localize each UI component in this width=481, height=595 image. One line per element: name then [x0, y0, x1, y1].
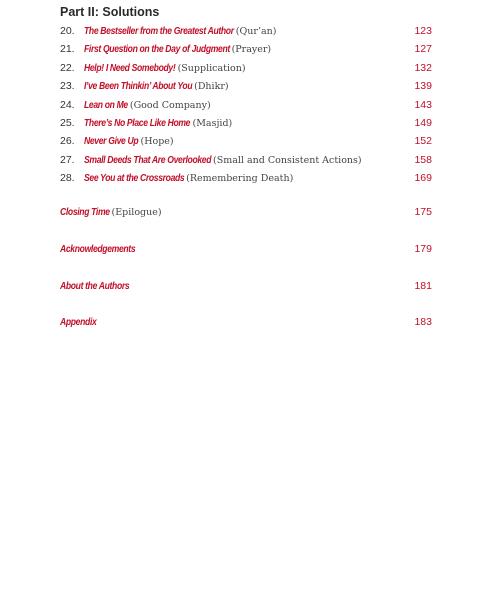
chapter-title: See You at the Crossroads — [84, 173, 185, 185]
chapter-number: 22. — [60, 61, 75, 74]
section-title: Acknowledgements — [60, 244, 136, 255]
chapter-title: First Question on the Day of Judgment — [84, 44, 230, 56]
page-number: 143 — [414, 98, 432, 111]
toc-entry-acknowledgements[interactable] — [60, 243, 432, 255]
toc-entry-closing-time[interactable] — [60, 206, 432, 218]
chapter-subtitle: (Hope) — [140, 136, 174, 148]
toc-entry[interactable] — [60, 114, 432, 132]
page-number: 183 — [414, 316, 432, 328]
toc-entry[interactable] — [60, 132, 432, 150]
chapter-title: Never Give Up — [84, 136, 139, 148]
chapter-subtitle: (Good Company) — [129, 99, 211, 111]
toc-entry-about-the-authors[interactable] — [60, 280, 432, 292]
page-number: 139 — [414, 80, 432, 93]
page-number: 181 — [414, 280, 432, 292]
toc-entry[interactable] — [60, 40, 432, 58]
chapter-subtitle: (Dhikr) — [194, 81, 229, 93]
chapter-title: Small Deeds That Are Overlooked — [84, 154, 212, 166]
chapter-subtitle: (Qur’an) — [235, 26, 277, 37]
page-number: 123 — [414, 25, 432, 37]
chapter-title: I’ve Been Thinkin’ About You — [84, 81, 193, 93]
chapter-title: Lean on Me — [84, 99, 128, 111]
section-subtitle: (Epilogue) — [111, 207, 162, 218]
chapter-number: 25. — [60, 116, 75, 129]
toc-entry[interactable] — [60, 169, 432, 187]
page-number: 132 — [414, 61, 432, 74]
page-number: 158 — [414, 153, 432, 166]
chapter-number: 21. — [60, 43, 75, 56]
toc-entry[interactable] — [60, 151, 432, 169]
chapter-subtitle: (Small and Consistent Actions) — [213, 154, 362, 166]
chapter-subtitle: (Supplication) — [177, 62, 246, 74]
toc-entry[interactable] — [60, 77, 432, 95]
chapter-number: 26. — [60, 135, 75, 148]
chapter-title: The Bestseller from the Greatest Author — [84, 26, 234, 37]
chapter-number: 27. — [60, 153, 75, 166]
page-number: 179 — [414, 243, 432, 255]
section-title: Closing Time — [60, 207, 110, 218]
chapter-number: 20. — [60, 25, 75, 37]
page-number: 175 — [414, 206, 432, 218]
chapter-number: 28. — [60, 172, 75, 185]
section-title: About the Authors — [60, 281, 130, 292]
toc-entry-appendix[interactable] — [60, 316, 432, 328]
section-title: Appendix — [60, 317, 97, 328]
part-heading: Part II: Solutions — [60, 5, 160, 19]
page-number: 127 — [414, 43, 432, 56]
chapter-number: 24. — [60, 98, 75, 111]
chapter-subtitle: (Prayer) — [231, 44, 272, 56]
toc-entry[interactable] — [60, 22, 432, 40]
toc-entry[interactable] — [60, 96, 432, 114]
chapter-subtitle: (Remembering Death) — [186, 173, 294, 185]
table-of-contents — [60, 4, 432, 188]
page-number: 149 — [414, 116, 432, 129]
toc-entry[interactable] — [60, 59, 432, 77]
chapter-title: There’s No Place Like Home — [84, 117, 191, 129]
page-number: 152 — [414, 135, 432, 148]
page-number: 169 — [414, 172, 432, 185]
chapter-subtitle: (Masjid) — [192, 117, 233, 129]
chapter-number: 23. — [60, 80, 75, 93]
chapter-title: Help! I Need Somebody! — [84, 62, 176, 74]
